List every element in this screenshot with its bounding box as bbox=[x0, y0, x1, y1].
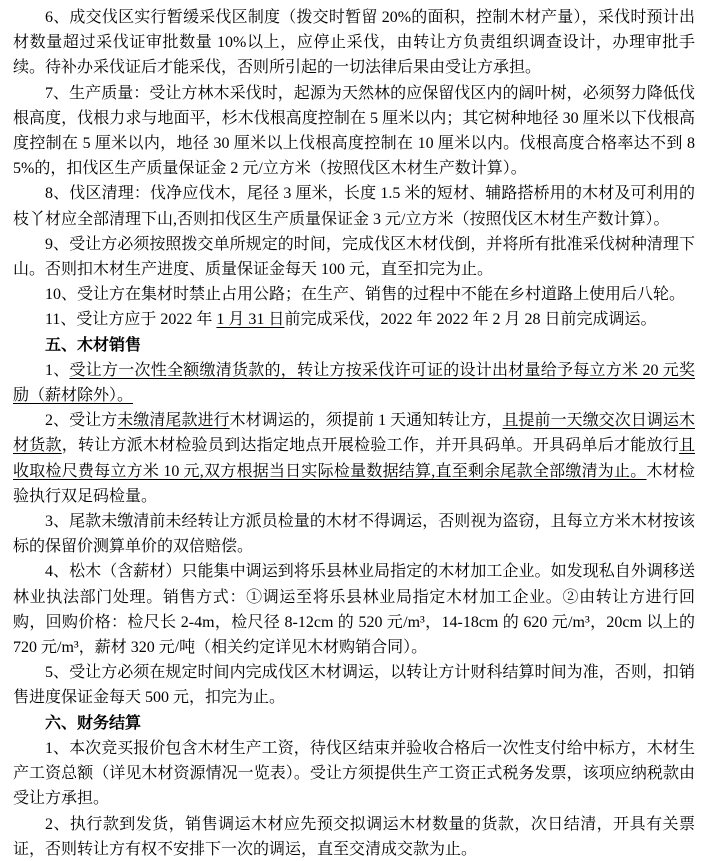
paragraph bbox=[13, 307, 695, 332]
underlined-text: 未缴清尾款进行 bbox=[117, 412, 230, 430]
text-run: 8、伐区清理：伐净应伐木，尾径 3 厘米，长度 1.5 米的短材、辅路搭桥用的木材及可利用的枝丫材应全部清理下山,否则扣伐区生产质量保证金 3 元/立方米（按照伐区木材生产数计算）。 bbox=[13, 185, 695, 228]
paragraph bbox=[13, 358, 695, 408]
paragraph bbox=[13, 559, 695, 660]
text-run: 1、 bbox=[45, 361, 70, 379]
paragraph bbox=[13, 736, 695, 812]
text-run: 9、受让方必须按照拨交单所规定的时间，完成伐区木材伐倒，并将所有批准采伐树种清理下山。否则扣木材生产进度、质量保证金每天 100 元，直至扣完为止。 bbox=[13, 235, 695, 279]
paragraph bbox=[13, 181, 695, 231]
paragraph bbox=[13, 282, 695, 307]
paragraph bbox=[13, 232, 695, 282]
section-heading bbox=[13, 333, 695, 358]
document-body bbox=[13, 5, 695, 861]
underlined-text: 且收取检尺费每立方米 10 元,双方根据当日实际检量数据结算,直至剩余尾款全部缴清为止。 bbox=[13, 437, 695, 480]
underlined-text: 且提前一天缴交次日调运木材货款 bbox=[13, 412, 695, 455]
text-run: 6、成交伐区实行暂缓采伐区制度（拨交时暂留 20%的面积，控制木材产量），采伐时预计出材数量超过采伐证审批数量 10%以上，应停止采伐，由转让方负责组织调查设计，办理审批手续。待补办采伐证后才能采伐，否则所引起的一切法律后果由受让方承担。 bbox=[13, 9, 695, 77]
text-run: 3、尾款未缴清前未经转让方派员检量的木材不得调运，否则视为盗窃，且每立方米木材按该标的保留价测算单价的双倍赔偿。 bbox=[13, 513, 695, 556]
text-run: 前完成采伐，2022 年 2022 年 2 月 28 日前完成调运。 bbox=[284, 311, 657, 329]
text-run: 木材检验执行双足码检量。 bbox=[13, 462, 695, 505]
text-run: 4、松木（含薪材）只能集中调运到将乐县林业局指定的木材加工企业。如发现私自外调移送林业执法部门处理。销售方式：①调运至将乐县林业局指定木材加工企业。②由转让方进行回购，回购价格：检尺长 2-4m，检尺径 8-12cm 的 520 元/m³，14-18cm 的 620 元/m³，20cm 以上的 720 元/m³，薪材 320 元/吨（相关约定详见木材购销合同）。 bbox=[13, 563, 695, 657]
paragraph bbox=[13, 5, 695, 81]
text-run: 木材调运的，须提前 1 天通知转让方， bbox=[229, 412, 503, 430]
text-run: ，转让方派木材检验员到达指定地点开展检验工作，并开具码单。开具码单后才能放行 bbox=[61, 437, 679, 455]
underlined-text: 受让方一次性全额缴清货款的，转让方按采伐许可证的设计出材量给予每立方米 20 元奖励（薪材除外）。 bbox=[13, 361, 695, 405]
text-run: 1、本次竞买报价包含木材生产工资，待伐区结束并验收合格后一次性支付给中标方，木材生产工资总额（详见木材资源情况一览表）。受让方须提供生产工资正式税务发票，该项应纳税款由受让方承担。 bbox=[13, 739, 695, 808]
text-run: 2、执行款到发货，销售调运木材应先预交拟调运木材数量的货款，次日结清，开具有关票证，否则转让方有权不安排下一次的调运，直至交清成交款为止。 bbox=[13, 815, 695, 858]
text-run: 2、受让方 bbox=[45, 412, 118, 430]
section-heading bbox=[13, 711, 695, 736]
paragraph bbox=[13, 408, 695, 509]
paragraph bbox=[13, 509, 695, 559]
paragraph bbox=[13, 660, 695, 710]
text-run: 五、木材销售 bbox=[45, 336, 142, 354]
text-run: 六、财务结算 bbox=[45, 714, 142, 732]
text-run: 5、受让方必须在规定时间内完成伐区木材调运，以转让方计财科结算时间为准，否则，扣销售进度保证金每天 500 元，扣完为止。 bbox=[13, 664, 695, 707]
underlined-text: 1 月 31 日 bbox=[216, 311, 285, 329]
text-run: 7、生产质量：受让方林木采伐时，起源为天然林的应保留伐区内的阔叶树，必须努力降低伐根高度，伐根力求与地面平，杉木伐根高度控制在 5 厘米以内；其它树种地径 30 厘米以下伐根高度控制在 5 厘米以内，地径 30 厘米以上伐根高度控制在 10 厘米以内。伐根高度合格率达不到 85%的，扣伐区生产质量保证金 2 元/立方米（按照伐区木材生产数计算）。 bbox=[13, 84, 695, 178]
paragraph bbox=[13, 812, 695, 861]
text-run: 11、受让方应于 2022 年 bbox=[45, 311, 217, 329]
text-run: 10、受让方在集材时禁止占用公路；在生产、销售的过程中不能在乡村道路上使用后八轮。 bbox=[45, 286, 686, 304]
paragraph bbox=[13, 81, 695, 182]
